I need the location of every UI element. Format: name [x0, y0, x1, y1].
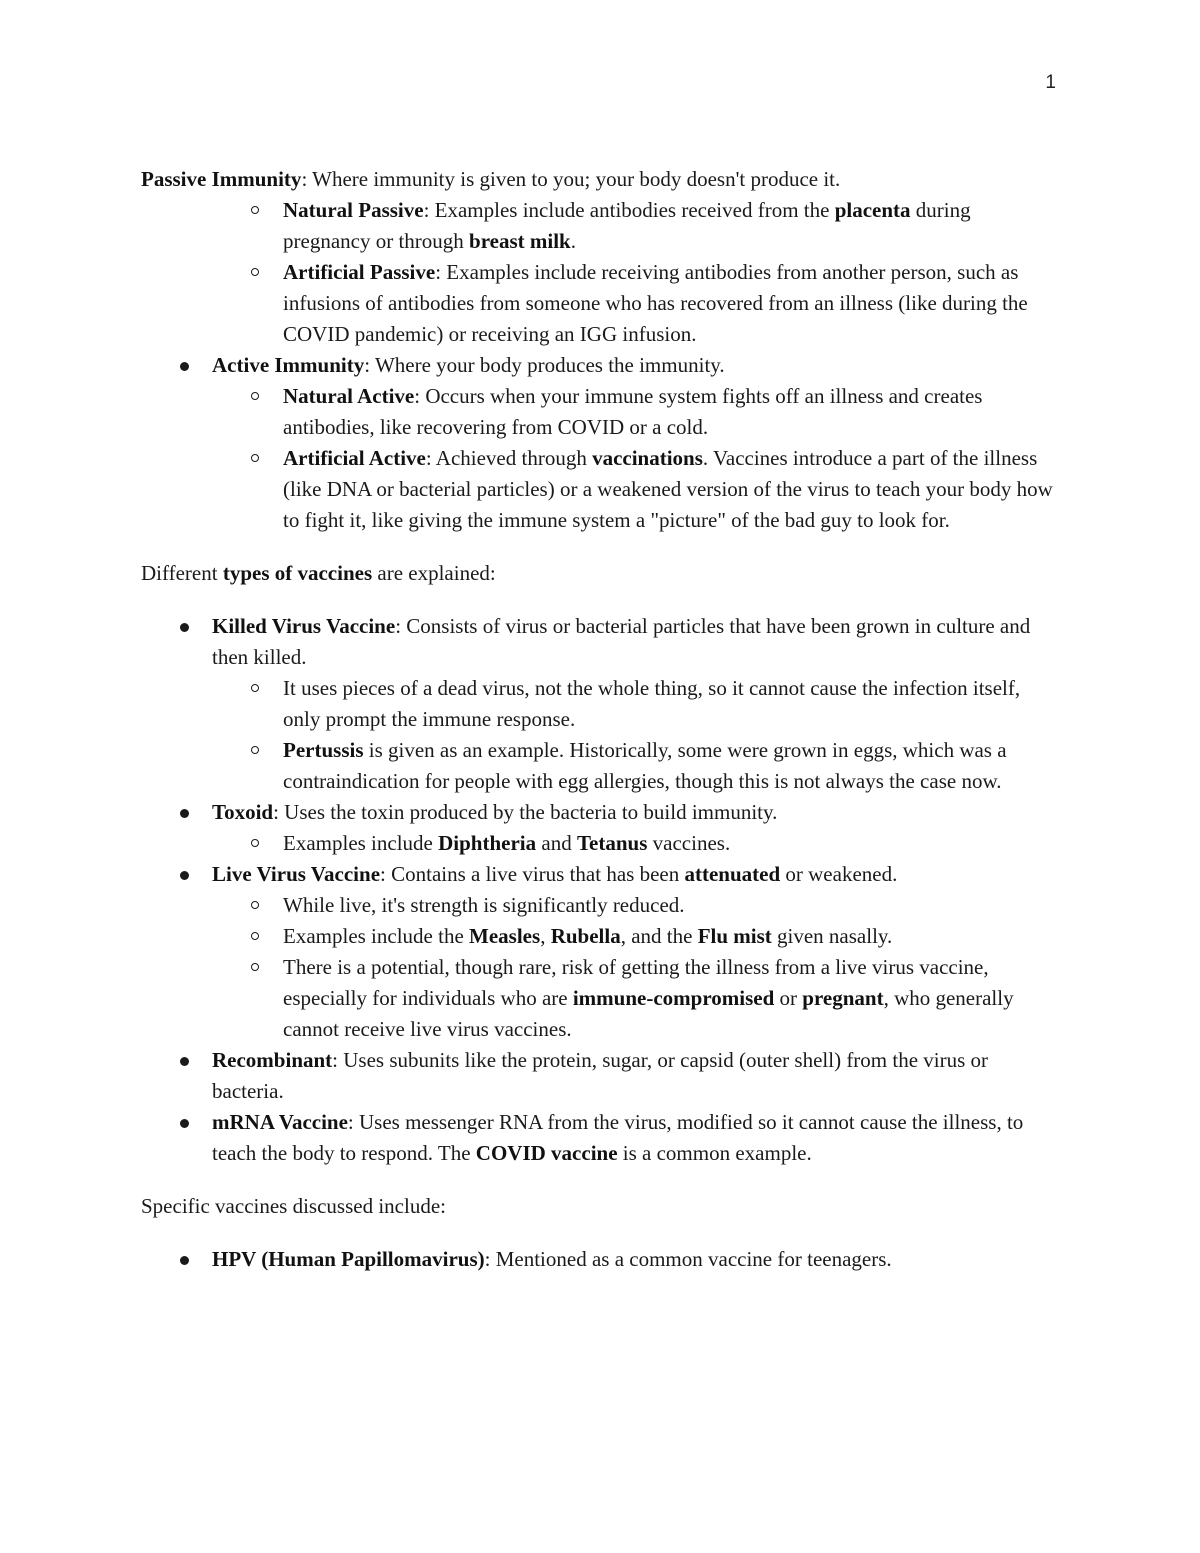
- list-item: [212, 673, 1061, 735]
- hollow-bullet-icon: [251, 901, 259, 909]
- toxoid-sublist: [212, 828, 1061, 859]
- bold-term: Diphtheria: [438, 831, 537, 855]
- active-immunity-term: Active Immunity: [212, 353, 365, 377]
- list-item-text: during pregnancy or through: [283, 198, 971, 253]
- hollow-bullet-icon: [251, 839, 259, 847]
- list-item: [212, 890, 1061, 921]
- intro-text: are explained:: [372, 561, 496, 585]
- list-item: [141, 859, 1061, 1045]
- hollow-bullet-icon: [251, 932, 259, 940]
- specific-vaccines-list: [141, 1244, 1061, 1275]
- list-item: [212, 443, 1061, 536]
- list-item-text: : Uses subunits like the protein, sugar, or capsid (outer shell) from the virus or bacteria.: [212, 1048, 989, 1103]
- hollow-bullet-icon: [251, 684, 259, 692]
- list-item-text: While live, it's strength is significantly reduced.: [283, 893, 685, 917]
- specific-vaccines-intro: Specific vaccines discussed include:: [141, 1194, 446, 1218]
- list-item-text: : Contains a live virus that has been: [380, 862, 685, 886]
- bold-term: placenta: [834, 198, 911, 222]
- list-item: [212, 735, 1061, 797]
- list-item: [212, 921, 1061, 952]
- list-item: [141, 195, 1061, 257]
- natural-active-term: Natural Active: [283, 384, 415, 408]
- active-sublist: [212, 381, 1061, 536]
- list-item-text: or: [774, 986, 803, 1010]
- intro-text: Different: [141, 561, 223, 585]
- killed-sublist: [212, 673, 1061, 797]
- bullet-icon: [180, 362, 189, 371]
- passive-immunity-paragraph: [141, 164, 1061, 195]
- active-immunity-list: [141, 350, 1061, 536]
- list-item-text: : Achieved through: [425, 446, 593, 470]
- list-item: [141, 797, 1061, 859]
- passive-immunity-text: : Where immunity is given to you; your body doesn't produce it.: [301, 167, 841, 191]
- list-item-text: : Where your body produces the immunity.: [364, 353, 725, 377]
- list-item: [141, 350, 1061, 536]
- bold-term: Measles: [469, 924, 541, 948]
- list-item: [141, 257, 1061, 350]
- bullet-icon: [180, 871, 189, 880]
- list-item-text: .: [570, 229, 576, 253]
- list-item-text: , and the: [620, 924, 698, 948]
- natural-passive-term: Natural Passive: [283, 198, 424, 222]
- vaccine-types-intro: [141, 558, 1061, 589]
- list-item-text: : Occurs when your immune system fights off an illness and creates antibodies, like recovering from COVID or a cold.: [283, 384, 983, 439]
- list-item-text: : Uses messenger RNA from the virus, modified so it cannot cause the illness, to teach the body to respond. The: [212, 1110, 1024, 1165]
- bold-term: COVID vaccine: [475, 1141, 618, 1165]
- list-item: [212, 828, 1061, 859]
- bullet-icon: [180, 809, 189, 818]
- hpv-term: HPV (Human Papillomavirus): [212, 1247, 485, 1271]
- list-item-text: is a common example.: [617, 1141, 812, 1165]
- bold-term: immune-compromised: [572, 986, 775, 1010]
- vaccine-types-list: [141, 611, 1061, 1169]
- bullet-icon: [180, 1057, 189, 1066]
- bullet-icon: [180, 623, 189, 632]
- bold-term: breast milk: [469, 229, 571, 253]
- hollow-bullet-icon: [251, 206, 259, 214]
- killed-virus-term: Killed Virus Vaccine: [212, 614, 396, 638]
- passive-immunity-term: Passive Immunity: [141, 167, 302, 191]
- bullet-icon: [180, 1256, 189, 1265]
- list-item-text: and: [536, 831, 577, 855]
- list-item-text: : Consists of virus or bacterial particles that have been grown in culture and then killed.: [212, 614, 1031, 669]
- bold-term: vaccinations: [592, 446, 703, 470]
- list-item-text: Examples include the: [283, 924, 470, 948]
- list-item: [141, 1107, 1061, 1169]
- hollow-bullet-icon: [251, 746, 259, 754]
- list-item-text: , who generally cannot receive live virus vaccines.: [283, 986, 1014, 1041]
- list-item: [141, 1045, 1061, 1107]
- bold-term: attenuated: [684, 862, 781, 886]
- document-body: [141, 164, 1061, 1275]
- list-item-text: : Uses the toxin produced by the bacteria to build immunity.: [273, 800, 778, 824]
- list-item-text: is given as an example. Historically, some were grown in eggs, which was a contraindication for people with egg allergies, though this is not always the case now.: [283, 738, 1007, 793]
- artificial-passive-term: Artificial Passive: [283, 260, 436, 284]
- live-virus-term: Live Virus Vaccine: [212, 862, 381, 886]
- list-item-text: ,: [540, 924, 551, 948]
- hollow-bullet-icon: [251, 454, 259, 462]
- list-item-text: : Examples include receiving antibodies from another person, such as infusions of antibodies from someone who has recovered from an illness (like during the COVID pandemic) or receiving an IGG infusion.: [283, 260, 1028, 346]
- list-item-text: : Mentioned as a common vaccine for teenagers.: [484, 1247, 892, 1271]
- list-item-text: or weakened.: [780, 862, 898, 886]
- hollow-bullet-icon: [251, 963, 259, 971]
- bold-term: pregnant: [802, 986, 884, 1010]
- list-item: [212, 952, 1061, 1045]
- bullet-icon: [180, 1119, 189, 1128]
- recombinant-term: Recombinant: [212, 1048, 333, 1072]
- list-item: [141, 611, 1061, 797]
- list-item-text: . Vaccines introduce a part of the illness (like DNA or bacterial particles) or a weakened version of the virus to teach your body how to fight it, like giving the immune system a "picture" of the bad guy to look for.: [283, 446, 1053, 532]
- live-sublist: [212, 890, 1061, 1045]
- list-item-text: vaccines.: [647, 831, 731, 855]
- bold-term: Pertussis: [283, 738, 364, 762]
- bold-term: types of vaccines: [222, 561, 373, 585]
- list-item-text: : Examples include antibodies received from the: [423, 198, 835, 222]
- page-number: 1: [1045, 72, 1056, 93]
- artificial-active-term: Artificial Active: [283, 446, 426, 470]
- list-item-text: There is a potential, though rare, risk of getting the illness from a live virus vaccine, especially for individuals who are: [283, 955, 989, 1010]
- passive-sublist: [141, 195, 1061, 350]
- bold-term: Rubella: [550, 924, 621, 948]
- list-item: [212, 381, 1061, 443]
- hollow-bullet-icon: [251, 392, 259, 400]
- bold-term: Flu mist: [697, 924, 772, 948]
- list-item-text: It uses pieces of a dead virus, not the whole thing, so it cannot cause the infection itself, only prompt the immune response.: [283, 676, 1021, 731]
- hollow-bullet-icon: [251, 268, 259, 276]
- toxoid-term: Toxoid: [212, 800, 274, 824]
- mrna-term: mRNA Vaccine: [212, 1110, 348, 1134]
- bold-term: Tetanus: [576, 831, 648, 855]
- list-item-text: Examples include: [283, 831, 439, 855]
- list-item: [141, 1244, 1061, 1275]
- list-item-text: given nasally.: [771, 924, 893, 948]
